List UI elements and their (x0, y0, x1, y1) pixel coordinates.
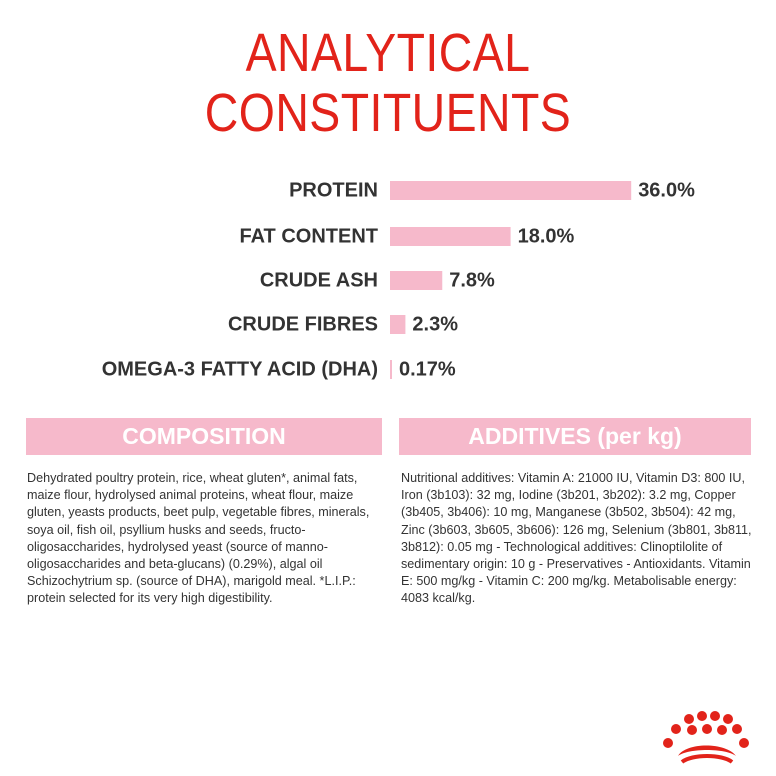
additives-text: Nutritional additives: Vitamin A: 21000 IU, Vitamin D3: 800 IU, Iron (3b103): 32 mg, Iodine (3b201, 3b202): 3.2 mg, Copper (3b405, 3b406): 10 mg, Manganese (3b502, 3b504): 42 mg, Zinc (3b603, 3b605, 3b606): 126 mg, Selenium (3b801, 3b811, 3b812): 0.05 mg - Technological additives: Clinoptilolite of sedimentary origin: 10 g - Preservatives - Antioxidants. Vitamin E: 500 mg/kg - Vitamin C: 200 mg/kg. Metabolisable energy: 4083 kcal/kg. (401, 471, 752, 606)
bar-4 (390, 360, 392, 379)
bar-0 (390, 181, 631, 200)
value-label-3: 2.3% (412, 313, 459, 336)
additives-heading: ADDITIVES (per kg) (399, 418, 751, 455)
category-label-1: FAT CONTENT (239, 225, 378, 248)
category-label-3: CRUDE FIBRES (227, 313, 378, 336)
category-label-0: PROTEIN (289, 179, 378, 202)
bar-3 (390, 315, 405, 334)
bar-1 (390, 227, 511, 246)
value-label-0: 36.0% (638, 179, 695, 202)
royal-canin-crown-icon (646, 704, 756, 770)
title-line-2: CONSTITUENTS (204, 83, 572, 143)
category-label-2: CRUDE ASH (259, 269, 378, 292)
composition-text: Dehydrated poultry protein, rice, wheat gluten*, animal fats, maize flour, hydrolysed animal proteins, wheat flour, maize gluten, yeasts products, beet pulp, vegetable fibres, minerals, soya oil, fish oil, psyllium husks and seeds, fructo-oligosaccharides, hydrolysed yeast (source of manno-oligosaccharides and beta-glucans) (0.29%), algal oil Schizochytrium sp. (source of DHA), marigold meal. *L.I.P.: protein selected for its very high digestibility. (27, 471, 370, 606)
value-label-2: 7.8% (449, 269, 495, 292)
title-line-1: ANALYTICAL (245, 23, 531, 83)
composition-heading: COMPOSITION (26, 418, 382, 455)
value-label-4: 0.17% (399, 358, 456, 381)
value-label-1: 18.0% (517, 225, 575, 248)
category-label-4: OMEGA-3 FATTY ACID (DHA) (101, 358, 378, 381)
bar-2 (390, 271, 442, 290)
